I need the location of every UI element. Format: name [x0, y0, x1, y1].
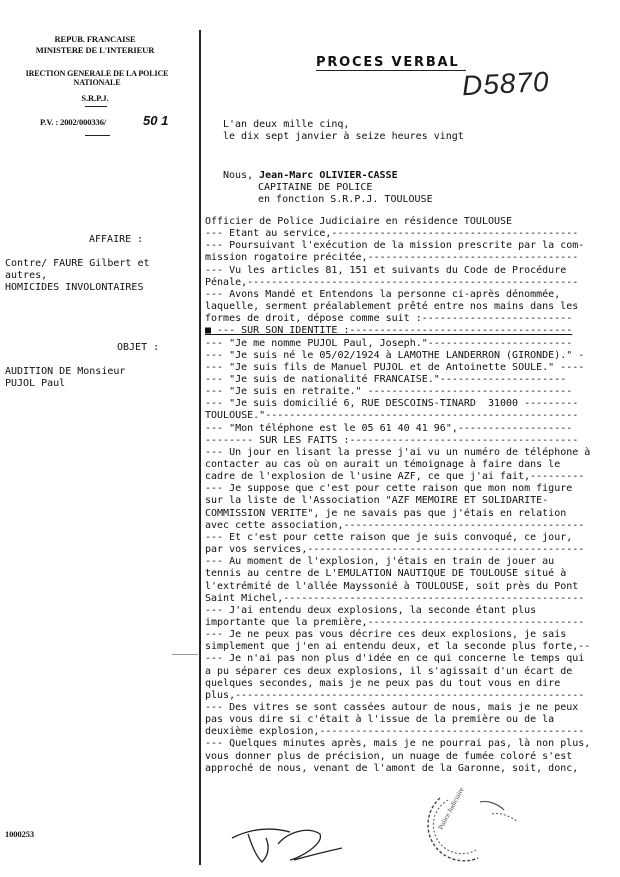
statement-line: --- Un jour en lisant la presse j'ai vu un numéro de téléphone à: [205, 446, 591, 458]
header-direction: IRECTION GENERALE DE LA POLICE NATIONALE: [25, 69, 169, 87]
pv-underline: [85, 135, 110, 136]
statement-line: sur la liste de l'Association "AZF MEMOIRE ET SOLIDARITE-: [205, 495, 549, 507]
official-stamp: [418, 770, 538, 865]
pv-label: P.V. : 2002/000336/: [40, 117, 107, 127]
officer-posting: en fonction S.R.P.J. TOULOUSE: [258, 194, 433, 205]
statement-line: avec cette association,----------------------------------------: [205, 519, 585, 531]
statement-line: --- "Je suis né le 05/02/1924 à LAMOTHE LANDERRON (GIRONDE)." -: [205, 349, 585, 361]
svg-text:Police Judiciaire: Police Judiciaire: [436, 786, 466, 831]
statement-line: plus,----------------------------------------------------------: [205, 689, 585, 701]
statement-line: -------- SUR LES FAITS :--------------------------------------: [205, 434, 579, 446]
statement-line: approché de nous, venant de l'amont de la Garonne, soit, donc,: [205, 762, 579, 774]
footer-number: 1000253: [5, 829, 35, 839]
officer-line: [223, 170, 398, 182]
header-ministry: MINISTERE DE L'INTERIEUR: [35, 45, 155, 55]
column-divider: [199, 30, 201, 865]
date-line-1: L'an deux mille cinq,: [223, 119, 350, 130]
statement-line: --- Je ne peux pas vous décrire ces deux explosions, je sais: [205, 629, 567, 641]
affaire-line-2: autres,: [5, 270, 48, 281]
statement-line: laquelle, serment préalablement prêté entre nos mains dans les: [205, 301, 579, 313]
statement-line: --- Je n'ai pas non plus d'idée en ce qui concerne le temps qui: [205, 653, 585, 665]
statement-line: pas vous dire si c'était à l'issue de la première ou de la: [205, 714, 555, 726]
statement-line: COMMISSION VERITE", je ne savais pas que j'étais en relation: [205, 507, 567, 519]
statement-line: contacter au cas où on aurait un témoignage à faire dans le: [205, 459, 561, 470]
statement-line: --- Au moment de l'explosion, j'étais en train de jouer au: [205, 556, 555, 568]
objet-line-1: AUDITION DE Monsieur: [5, 366, 126, 377]
pv-handwritten: 50 1: [143, 113, 169, 128]
affaire-heading: AFFAIRE :: [89, 234, 144, 245]
page-title: PROCES VERBAL: [316, 55, 460, 70]
statement-line: Officier de Police Judiciaire en résidence TOULOUSE: [205, 216, 513, 227]
statement-line: TOULOUSE."----------------------------------------------------: [205, 410, 579, 422]
statement-line: --- "Je suis de nationalité FRANCAISE."---------------------: [205, 373, 567, 385]
header-republic: REPUB. FRANCAISE: [54, 34, 136, 44]
statement-line: --- "Je suis en retraite." ----------------------------------: [205, 386, 573, 398]
statement-line: --- Quelques minutes après, mais je ne pourrai pas, là non plus,: [205, 738, 591, 750]
handwritten-reference: D5870: [461, 65, 551, 102]
signature-mark: [228, 808, 348, 868]
statement-line: tennis au centre de L'EMULATION NAUTIQUE DE TOULOUSE situé à: [205, 568, 567, 580]
statement-line: simplement que j'en ai entendu deux, et la seconde plus forte,--: [205, 641, 591, 653]
header-service: S.R.P.J.: [81, 93, 109, 103]
affaire-line-3: HOMICIDES INVOLONTAIRES: [5, 282, 144, 293]
date-line-2: le dix sept janvier à seize heures vingt: [223, 131, 464, 142]
statement-line: --- "Je me nomme PUJOL Paul, Joseph."------------------------: [205, 337, 573, 349]
margin-mark: [172, 654, 198, 655]
statement-line: --- Des vitres se sont cassées autour de nous, mais je ne peux: [205, 702, 579, 713]
statement-line: quelques secondes, mais je ne peux pas du tout vous en dire: [205, 677, 561, 689]
statement-line: --- Poursuivant l'exécution de la mission prescrite par la com-: [205, 240, 585, 252]
statement-line: --- Avons Mandé et Entendons la personne ci-après dénommée,: [205, 288, 561, 300]
statement-line: --- Je suppose que c'est pour cette raison que mon nom figure: [205, 483, 573, 495]
objet-line-2: PUJOL Paul: [5, 378, 66, 389]
statement-line: cadre de l'explosion de l'usine AZF, ce que j'ai fait,---------: [205, 471, 585, 483]
title-underline: [316, 70, 466, 71]
statement-line: a pu séparer ces deux explosions, il s'agissait d'un écart de: [205, 665, 573, 677]
statement-line: mission rogatoire précitée,-----------------------------------: [205, 252, 579, 264]
statement-line: ■ --- SUR SON IDENTITE :-------------------------------------: [205, 325, 573, 337]
officer-prefix: Nous,: [223, 170, 260, 181]
statement-line: importante que la première,------------------------------------: [205, 616, 585, 628]
statement-line: l'extrémité de l'allée Mayssonié à TOULOUSE, soit près du Pont: [205, 580, 579, 592]
statement-line: formes de droit, dépose comme suit :-------------------------: [205, 313, 573, 325]
statement-line: --- Etant au service,-----------------------------------------: [205, 228, 579, 240]
statement-line: --- Et c'est pour cette raison que je suis convoqué, ce jour,: [205, 531, 573, 543]
officer-name: Jean-Marc OLIVIER-CASSE: [259, 170, 398, 181]
officer-rank: CAPITAINE DE POLICE: [258, 182, 373, 193]
objet-heading: OBJET :: [117, 342, 160, 353]
header-service-underline: [85, 106, 107, 107]
statement-line: --- J'ai entendu deux explosions, la seconde étant plus: [205, 604, 537, 616]
statement-line: deuxième explosion,--------------------------------------------: [205, 726, 585, 738]
statement-line: vous donner plus de précision, un nuage de fumée coloré s'est: [205, 750, 573, 762]
statement-line: --- "Je suis fils de Manuel PUJOL et de Antoinette SOULE." ----: [205, 361, 585, 373]
statement-line: Saint Michel,--------------------------------------------------: [205, 592, 585, 604]
statement-line: --- "Je suis domicilié 6, RUE DESCOINS-TINARD 31000 ---------: [205, 398, 579, 410]
affaire-line-1: Contre/ FAURE Gilbert et: [5, 258, 150, 269]
statement-line: --- Vu les articles 81, 151 et suivants du Code de Procédure: [205, 264, 567, 276]
statement-line: --- "Mon téléphone est le 05 61 40 41 96",-------------------: [205, 422, 573, 434]
statement-line: par vos services,----------------------------------------------: [205, 544, 585, 556]
statement-line: Pénale,-------------------------------------------------------: [205, 276, 579, 288]
